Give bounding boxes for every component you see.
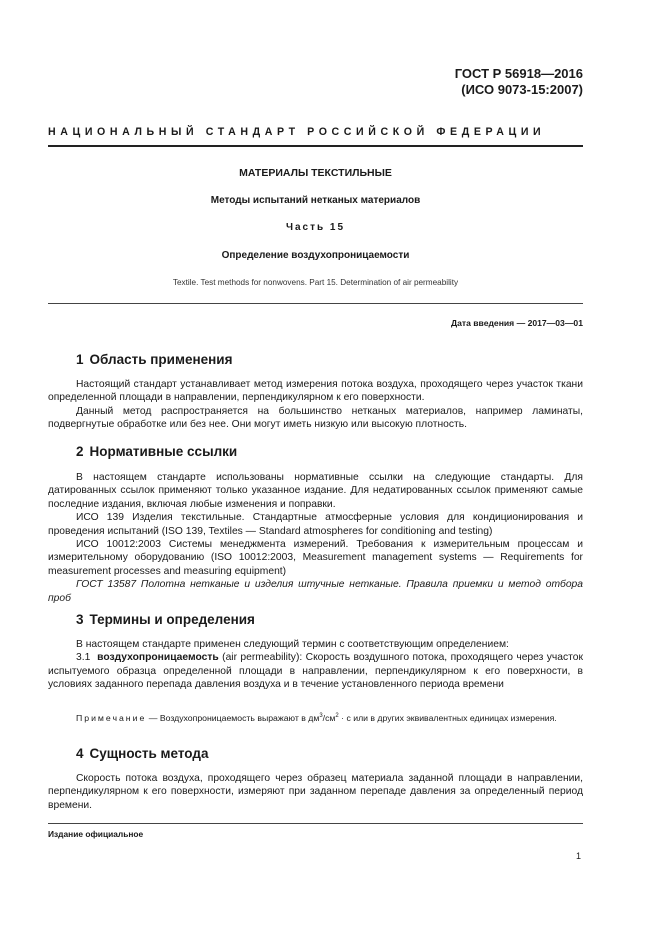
paragraph: Скорость потока воздуха, проходящего через образец материала заданной площади в направлении, перпендикулярном к его поверхности, измеряют при заданном перепаде давления за определенный период времени. [48, 773, 583, 811]
introduction-date: Дата введения — 2017—03—01 [450, 318, 583, 328]
section-title: Термины и определения [89, 612, 255, 627]
title-rule [48, 303, 583, 304]
title-main: МАТЕРИАЛЫ ТЕКСТИЛЬНЫЕ [239, 167, 392, 179]
section-title: Область применения [89, 352, 233, 367]
section-2-body [48, 471, 583, 605]
section-number: 2 [76, 444, 84, 459]
paragraph: Данный метод распространяется на большинство нетканых материалов, например ламинаты, подвергнутые обработке или без нее. Они могут иметь низкую или высокую плотность. [48, 405, 583, 431]
paragraph: ИСО 10012:2003 Системы менеджмента измерений. Требования к измерительным процессам и измерительному оборудованию (ISO 10012:2003, Measurement management systems — Requirements for measurement processes and measuring equipment) [48, 539, 583, 577]
note-superscript: 3 [319, 713, 323, 719]
iso-equivalent: (ИСО 9073-15:2007) [461, 82, 583, 97]
note-text: /см [322, 712, 336, 723]
section-4-body [48, 772, 583, 812]
term: воздухопроницаемость [97, 652, 219, 664]
section-number: 3 [76, 612, 84, 627]
note [48, 710, 583, 724]
title-english: Textile. Test methods for nonwovens. Part 15. Determination of air permeability [172, 278, 459, 287]
page-number: 1 [575, 851, 581, 861]
section-3-body [48, 638, 583, 692]
national-standard-heading: НАЦИОНАЛЬНЫЙ СТАНДАРТ РОССИЙСКОЙ ФЕДЕРАЦИИ [48, 126, 546, 138]
title-part: Часть 15 [285, 222, 346, 233]
section-2-heading [76, 444, 237, 459]
standard-number: ГОСТ Р 56918—2016 [454, 66, 583, 81]
note-superscript: 2 [335, 713, 339, 719]
title-topic: Определение воздухопроницаемости [221, 250, 410, 261]
paragraph: ИСО 139 Изделия текстильные. Стандартные атмосферные условия для кондиционирования и проведения испытаний (ISO 139, Textiles — Standard atmospheres for conditioning and testing) [48, 512, 583, 537]
section-title: Сущность метода [89, 746, 209, 761]
header-rule [48, 145, 583, 147]
note-text: · с или в других эквивалентных единицах измерения. [338, 712, 557, 723]
paragraph: В настоящем стандарте использованы нормативные ссылки на следующие стандарты. Для датированных ссылок применяют только указанное издание. Для недатированных ссылок применяют самые последние издания, включая любые изменения и поправки. [48, 472, 583, 510]
footer-rule [48, 823, 583, 824]
paragraph: В настоящем стандарте применен следующий термин с соответствующим определением: [76, 639, 509, 650]
term-definition [48, 651, 583, 691]
section-number: 4 [76, 746, 84, 761]
section-3-heading [76, 612, 255, 627]
note-label: Примечание [76, 712, 147, 723]
standard-designation [455, 66, 583, 98]
note-text: — Воздухопроницаемость выражают в дм [148, 712, 320, 723]
section-1-body [48, 378, 583, 432]
term-number: 3.1 [76, 652, 91, 664]
title-sub: Методы испытаний нетканых материалов [210, 195, 421, 206]
term-definition-text: (air permeability): Скорость воздушного потока, проходящего через участок испытуемого образца определенной площади в направлении, перпендикулярном к его поверхности, в условиях заданного перепада давления воздуха и в течение установленного периода времени [48, 652, 583, 691]
official-edition-label: Издание официальное [48, 829, 144, 839]
paragraph: ГОСТ 13587 Полотна нетканые и изделия штучные нетканые. Правила приемки и метод отбора проб [48, 579, 583, 604]
section-title: Нормативные ссылки [89, 444, 238, 459]
section-number: 1 [76, 352, 84, 367]
paragraph: Настоящий стандарт устанавливает метод измерения потока воздуха, проходящего через участок ткани определенной площади в направлении, перпендикулярном к его поверхности. [48, 379, 583, 404]
section-1-heading [76, 352, 232, 367]
section-4-heading [76, 746, 208, 761]
